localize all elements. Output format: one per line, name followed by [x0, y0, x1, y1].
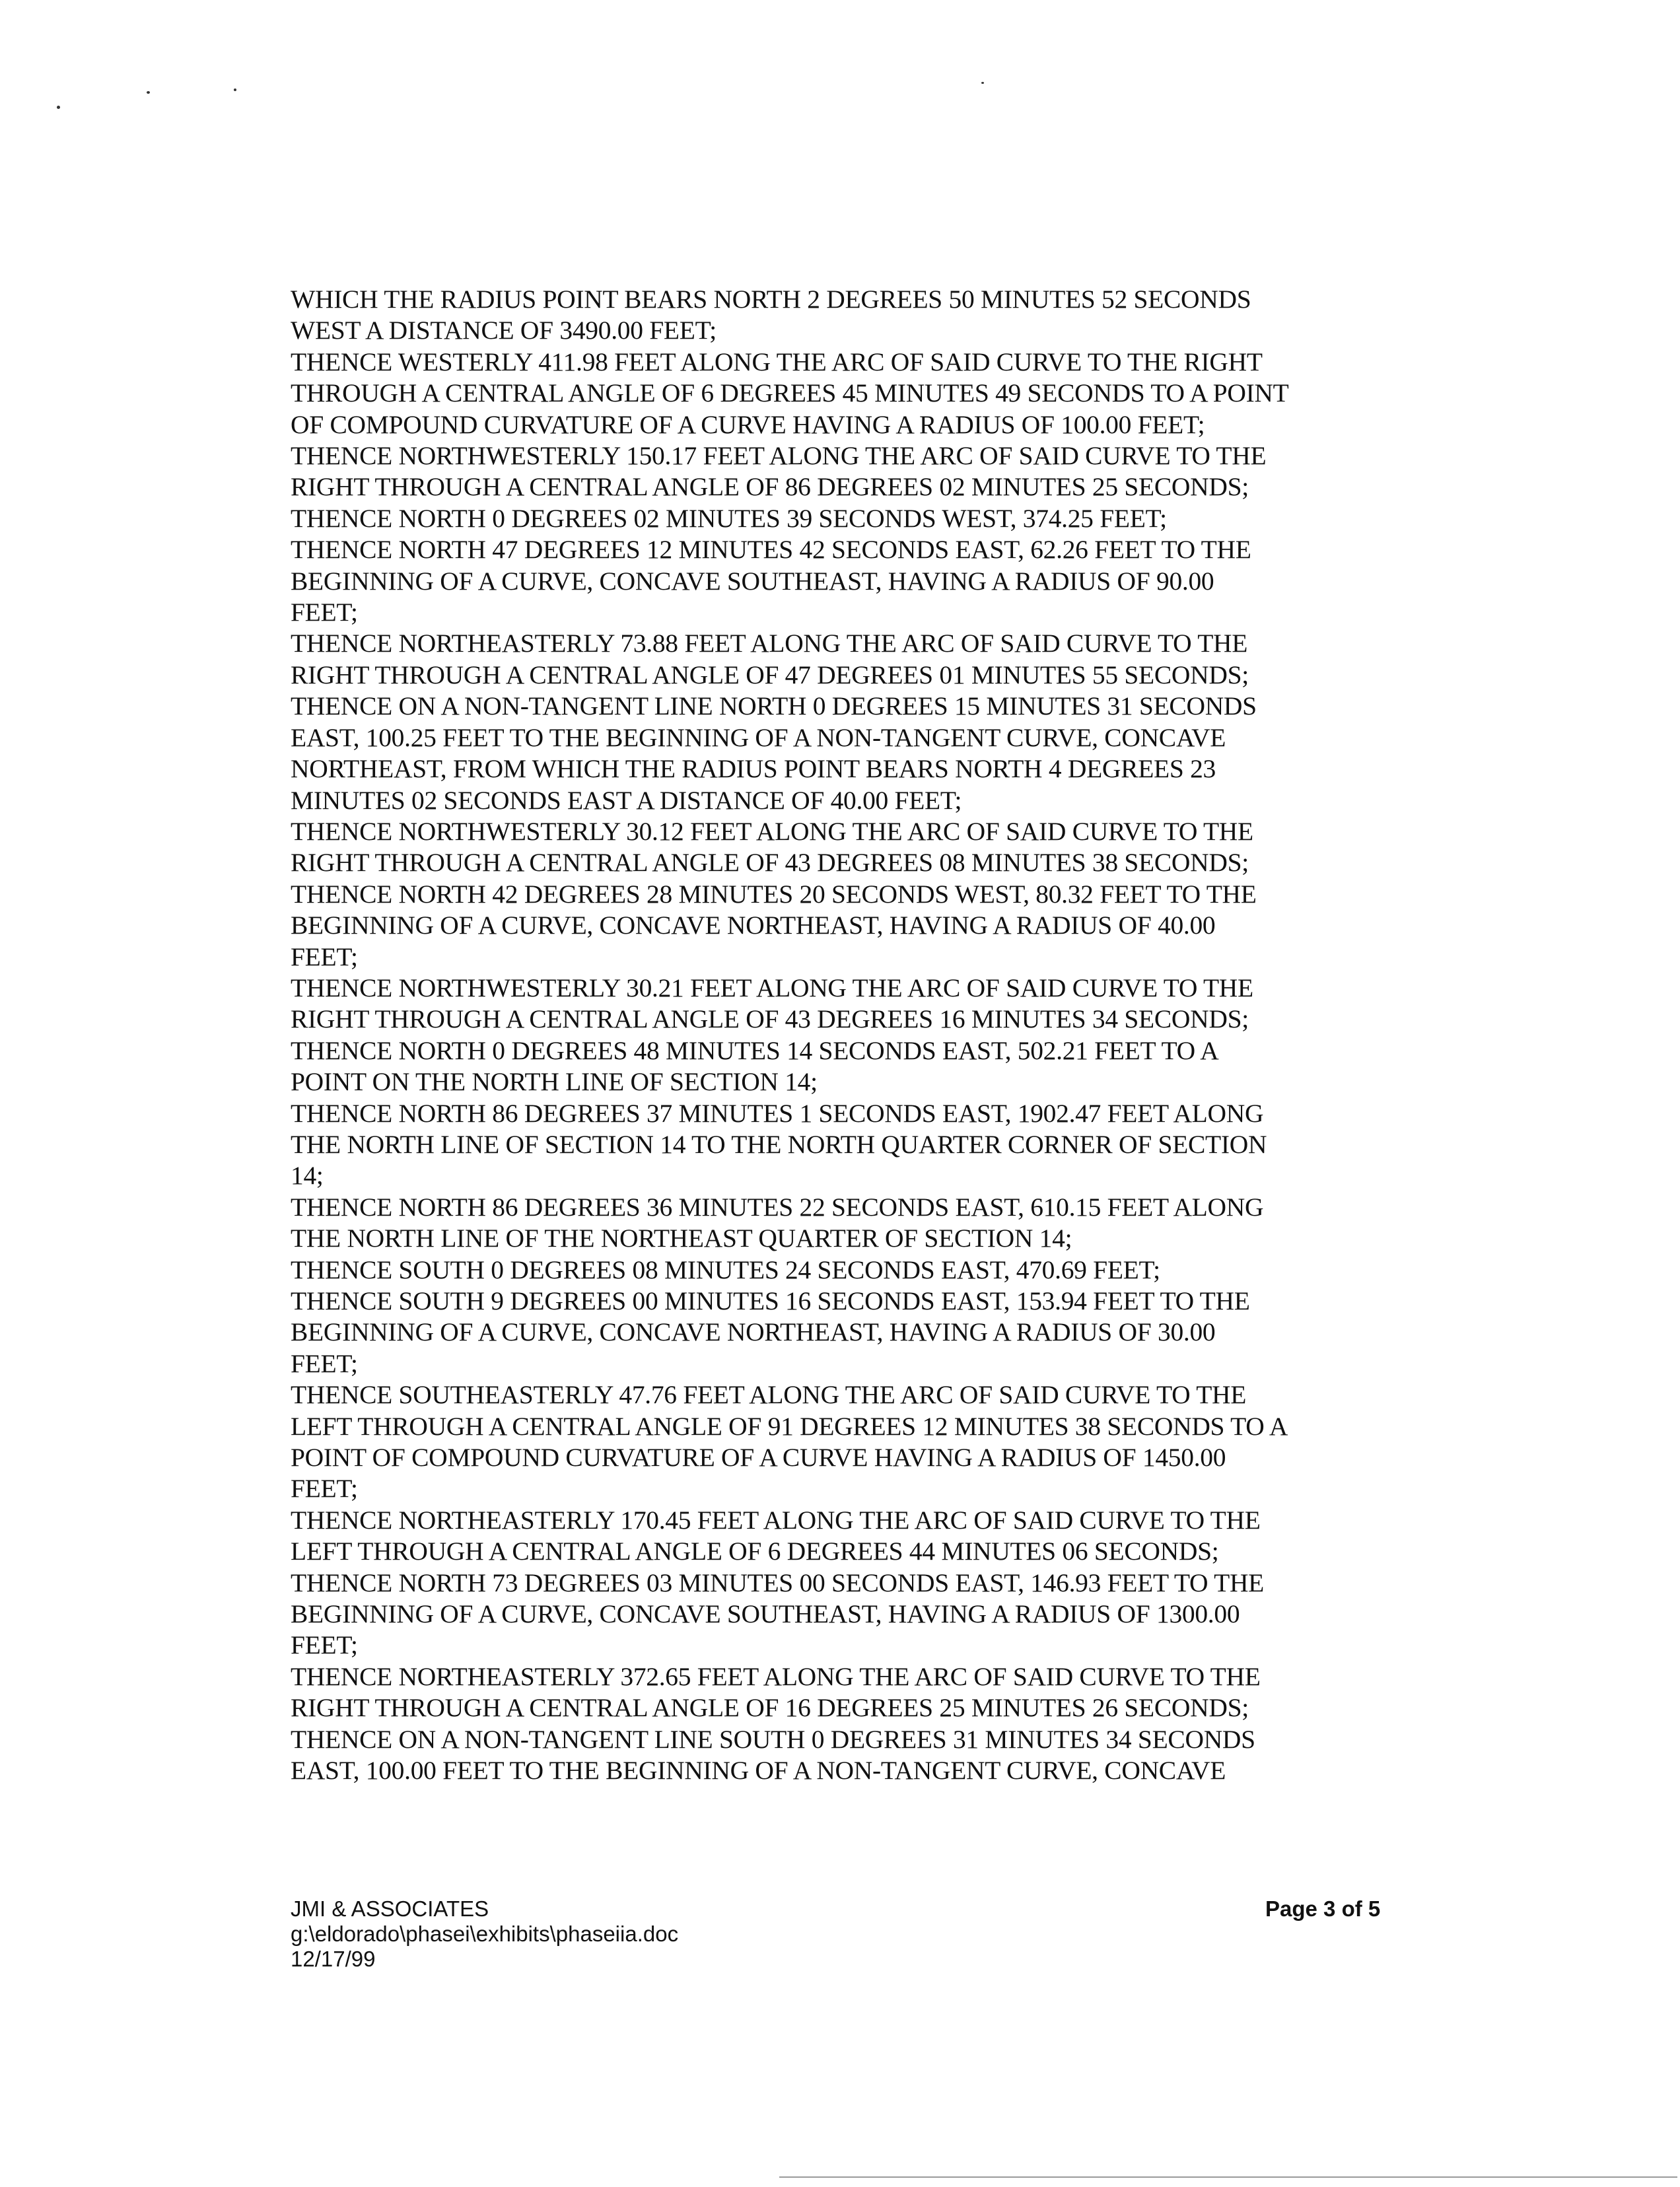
text-line: THENCE NORTH 86 DEGREES 37 MINUTES 1 SECONDS EAST, 1902.47 FEET ALONG: [291, 1098, 1264, 1128]
text-line: FEET;: [291, 942, 358, 971]
text-line: THENCE ON A NON-TANGENT LINE NORTH 0 DEGREES 15 MINUTES 31 SECONDS: [291, 691, 1257, 721]
text-line: THENCE NORTH 73 DEGREES 03 MINUTES 00 SECONDS EAST, 146.93 FEET TO THE: [291, 1568, 1265, 1597]
text-line: THENCE NORTHWESTERLY 150.17 FEET ALONG THE ARC OF SAID CURVE TO THE: [291, 441, 1267, 471]
text-line: POINT OF COMPOUND CURVATURE OF A CURVE HAVING A RADIUS OF 1450.00: [291, 1443, 1226, 1473]
text-line: NORTHEAST, FROM WHICH THE RADIUS POINT BEARS NORTH 4 DEGREES 23: [291, 754, 1216, 784]
text-line: THENCE SOUTH 0 DEGREES 08 MINUTES 24 SECONDS EAST, 470.69 FEET;: [291, 1255, 1160, 1284]
text-line: THENCE NORTH 86 DEGREES 36 MINUTES 22 SECONDS EAST, 610.15 FEET ALONG: [291, 1192, 1264, 1222]
text-line: THENCE SOUTHEASTERLY 47.76 FEET ALONG THE ARC OF SAID CURVE TO THE: [291, 1380, 1247, 1410]
text-line: BEGINNING OF A CURVE, CONCAVE SOUTHEAST, HAVING A RADIUS OF 90.00: [291, 566, 1214, 596]
text-line: THENCE ON A NON-TANGENT LINE SOUTH 0 DEGREES 31 MINUTES 34 SECONDS: [291, 1724, 1255, 1754]
text-line: RIGHT THROUGH A CENTRAL ANGLE OF 16 DEGREES 25 MINUTES 26 SECONDS;: [291, 1693, 1249, 1723]
text-line: OF COMPOUND CURVATURE OF A CURVE HAVING A RADIUS OF 100.00 FEET;: [291, 409, 1205, 439]
bottom-edge-line: [779, 2176, 1677, 2178]
text-line: THE NORTH LINE OF SECTION 14 TO THE NORTH QUARTER CORNER OF SECTION: [291, 1129, 1267, 1159]
text-line: FEET;: [291, 1348, 358, 1378]
text-line: THENCE NORTH 47 DEGREES 12 MINUTES 42 SECONDS EAST, 62.26 FEET TO THE: [291, 535, 1251, 565]
document-footer: [291, 1896, 678, 1972]
text-line: THENCE NORTHWESTERLY 30.12 FEET ALONG THE ARC OF SAID CURVE TO THE: [291, 816, 1253, 846]
text-line: 14;: [291, 1161, 324, 1191]
footer-company: JMI & ASSOCIATES: [291, 1896, 489, 1921]
text-line: BEGINNING OF A CURVE, CONCAVE NORTHEAST, HAVING A RADIUS OF 40.00: [291, 911, 1216, 940]
text-line: LEFT THROUGH A CENTRAL ANGLE OF 91 DEGREES 12 MINUTES 38 SECONDS TO A: [291, 1411, 1288, 1441]
text-line: FEET;: [291, 1630, 358, 1660]
text-line: RIGHT THROUGH A CENTRAL ANGLE OF 47 DEGREES 01 MINUTES 55 SECONDS;: [291, 660, 1249, 689]
text-line: THENCE NORTHEASTERLY 73.88 FEET ALONG THE ARC OF SAID CURVE TO THE: [291, 629, 1248, 658]
text-line: THENCE NORTH 42 DEGREES 28 MINUTES 20 SECONDS WEST, 80.32 FEET TO THE: [291, 879, 1257, 909]
text-line: THE NORTH LINE OF THE NORTHEAST QUARTER OF SECTION 14;: [291, 1224, 1072, 1253]
text-line: EAST, 100.25 FEET TO THE BEGINNING OF A NON-TANGENT CURVE, CONCAVE: [291, 722, 1226, 752]
text-line: RIGHT THROUGH A CENTRAL ANGLE OF 43 DEGREES 08 MINUTES 38 SECONDS;: [291, 848, 1249, 878]
text-line: THENCE NORTH 0 DEGREES 02 MINUTES 39 SECONDS WEST, 374.25 FEET;: [291, 503, 1167, 533]
text-line: THENCE WESTERLY 411.98 FEET ALONG THE ARC OF SAID CURVE TO THE RIGHT: [291, 347, 1263, 376]
text-line: WEST A DISTANCE OF 3490.00 FEET;: [291, 316, 717, 345]
text-line: THENCE NORTHEASTERLY 372.65 FEET ALONG THE ARC OF SAID CURVE TO THE: [291, 1661, 1261, 1691]
text-line: EAST, 100.00 FEET TO THE BEGINNING OF A NON-TANGENT CURVE, CONCAVE: [291, 1756, 1226, 1786]
text-line: THENCE SOUTH 9 DEGREES 00 MINUTES 16 SECONDS EAST, 153.94 FEET TO THE: [291, 1286, 1250, 1315]
legal-description-text: [291, 284, 1413, 1787]
text-line: THENCE NORTHWESTERLY 30.21 FEET ALONG THE ARC OF SAID CURVE TO THE: [291, 973, 1253, 1002]
text-line: RIGHT THROUGH A CENTRAL ANGLE OF 43 DEGREES 16 MINUTES 34 SECONDS;: [291, 1004, 1249, 1034]
text-line: LEFT THROUGH A CENTRAL ANGLE OF 6 DEGREES 44 MINUTES 06 SECONDS;: [291, 1537, 1219, 1566]
footer-date: 12/17/99: [291, 1947, 376, 1971]
text-line: FEET;: [291, 598, 358, 627]
text-line: POINT ON THE NORTH LINE OF SECTION 14;: [291, 1067, 818, 1097]
scan-speck: [147, 91, 150, 94]
scan-speck: [981, 82, 984, 84]
text-line: WHICH THE RADIUS POINT BEARS NORTH 2 DEGREES 50 MINUTES 52 SECONDS: [291, 285, 1251, 314]
text-line: RIGHT THROUGH A CENTRAL ANGLE OF 86 DEGREES 02 MINUTES 25 SECONDS;: [291, 472, 1249, 502]
text-line: BEGINNING OF A CURVE, CONCAVE NORTHEAST, HAVING A RADIUS OF 30.00: [291, 1317, 1216, 1347]
text-line: BEGINNING OF A CURVE, CONCAVE SOUTHEAST, HAVING A RADIUS OF 1300.00: [291, 1599, 1240, 1629]
text-line: THENCE NORTHEASTERLY 170.45 FEET ALONG THE ARC OF SAID CURVE TO THE: [291, 1505, 1261, 1535]
text-line: FEET;: [291, 1474, 358, 1504]
text-line: MINUTES 02 SECONDS EAST A DISTANCE OF 40.00 FEET;: [291, 785, 962, 815]
text-line: THENCE NORTH 0 DEGREES 48 MINUTES 14 SECONDS EAST, 502.21 FEET TO A: [291, 1035, 1219, 1065]
scan-speck: [234, 88, 236, 91]
page-number: Page 3 of 5: [1265, 1896, 1381, 1921]
text-line: THROUGH A CENTRAL ANGLE OF 6 DEGREES 45 MINUTES 49 SECONDS TO A POINT: [291, 378, 1289, 408]
footer-file-path: g:\eldorado\phasei\exhibits\phaseiia.doc: [291, 1922, 679, 1946]
scan-speck: [57, 106, 60, 109]
